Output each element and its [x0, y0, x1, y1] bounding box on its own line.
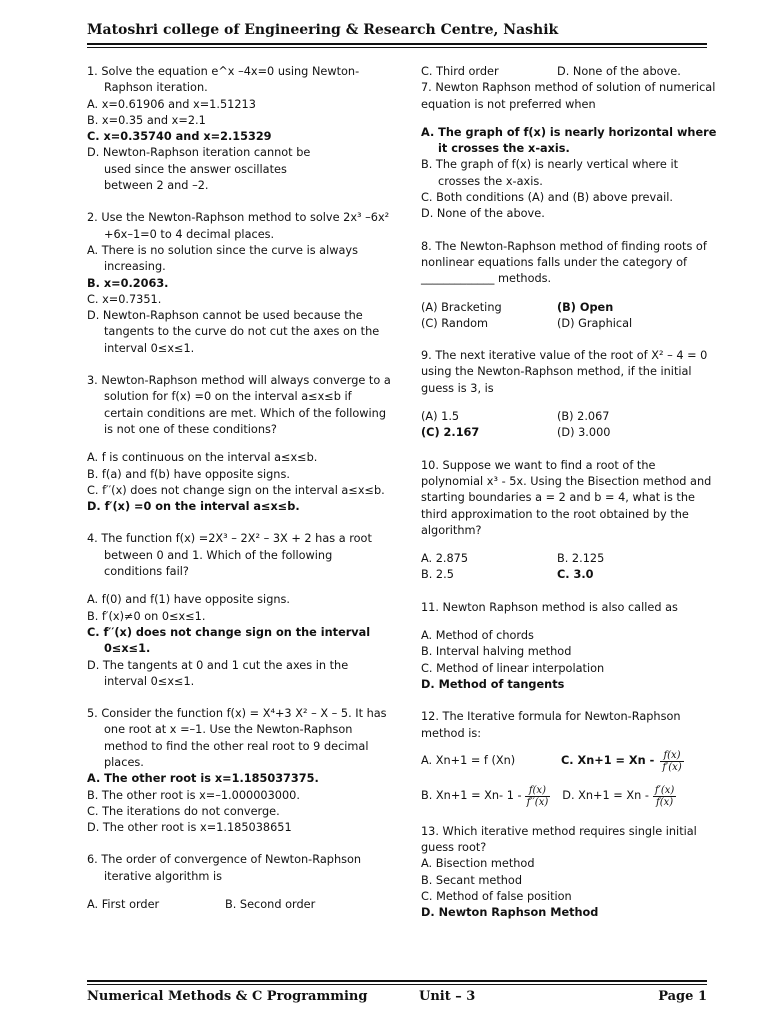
options-row	[421, 409, 717, 425]
question-text: 10. Suppose we want to find a root of the polynomial x³ - 5x. Using the Bisection method and starting boundaries a = 2 and b = 4, what is the third approximation to the root obtained by the algorithm?	[421, 458, 712, 537]
option-c: C. f′′(x) does not change sign on the interval a≤x≤b.	[87, 483, 385, 497]
option-d	[87, 145, 392, 194]
page-header	[87, 22, 707, 45]
option-a: A. The other root is x=1.185037375.	[87, 772, 319, 786]
option-d: C. 3.0	[557, 568, 594, 582]
option-a: A. First order	[87, 898, 160, 912]
option-c: B. 2.5	[421, 568, 454, 582]
option-a: A. The graph of f(x) is nearly horizontal where it crosses the x-axis.	[421, 125, 717, 156]
option-b: B. x=0.35 and x=2.1	[87, 113, 206, 127]
question-text: 12. The Iterative formula for Newton-Raphson method is:	[421, 710, 681, 740]
option-a: A. Bisection method	[421, 857, 535, 871]
option-c: C. x=0.35740 and x=2.15329	[87, 130, 272, 144]
option-c: C. Method of false position	[421, 889, 572, 903]
college-title: Matoshri college of Engineering & Research Centre, Nashik	[87, 22, 559, 38]
question-1	[87, 64, 392, 194]
option-c: C. x=0.7351.	[87, 292, 162, 306]
option-a: A. f is continuous on the interval a≤x≤b.	[87, 451, 318, 465]
question-9	[421, 348, 717, 441]
options-row	[421, 425, 717, 441]
option-a: A. There is no solution since the curve is always increasing.	[87, 243, 358, 274]
option-d: D. None of the above.	[557, 65, 681, 78]
option-b: B. Second order	[225, 898, 316, 912]
option-a: A. f(0) and f(1) have opposite signs.	[87, 593, 290, 607]
footer-subject: Numerical Methods & C Programming	[87, 989, 368, 1004]
question-text: 4. The function f(x) =2X³ – 2X² – 3X + 2 has a root between 0 and 1. Which of the following conditions fail?	[87, 532, 372, 579]
question-11	[421, 600, 717, 693]
question-text: 8. The Newton-Raphson method of finding roots of nonlinear equations falls under the category of _____________ methods.	[421, 239, 707, 286]
question-text: 6. The order of convergence of Newton-Raphson iterative algorithm is	[87, 853, 362, 883]
question-text: 11. Newton Raphson method is also called as	[421, 600, 678, 614]
option-d: D. Xn+1 = Xn -	[562, 789, 649, 803]
option-c: (C) Random	[421, 316, 489, 330]
option-c: (C) 2.167	[421, 426, 480, 440]
options-row	[421, 316, 717, 332]
left-column	[87, 64, 392, 913]
option-c: C. Method of linear interpolation	[421, 661, 605, 675]
question-12	[421, 709, 717, 808]
footer-unit: Unit – 3	[419, 989, 476, 1004]
option-d: D. Method of tangents	[421, 677, 565, 691]
option-b: (B) 2.067	[557, 410, 610, 424]
question-13	[421, 824, 717, 922]
options-row	[87, 897, 392, 913]
question-8	[421, 239, 717, 332]
options-row	[421, 300, 717, 316]
option-b: B. The graph of f(x) is nearly vertical where it crosses the x-axis.	[421, 158, 679, 188]
option-c: C. The iterations do not converge.	[87, 804, 280, 818]
fraction-d: $\frac{f'(x)}{f(x)}$	[654, 784, 675, 808]
question-6	[87, 852, 392, 913]
option-b: B. f(a) and f(b) have opposite signs.	[87, 467, 290, 481]
option-d-line1: D. Newton-Raphson iteration cannot be	[87, 146, 311, 160]
right-column	[421, 64, 717, 922]
footer-page-number: Page 1	[658, 989, 707, 1004]
option-a: (A) 1.5	[421, 410, 460, 424]
option-a: (A) Bracketing	[421, 300, 502, 314]
question-text: 9. The next iterative value of the root of X² – 4 = 0 using the Newton-Raphson method, if the initial guess is 3, is	[421, 349, 708, 395]
options-row	[421, 551, 717, 567]
option-b: B. x=0.2063.	[87, 276, 169, 290]
option-a: A. Method of chords	[421, 629, 534, 643]
question-7	[421, 80, 717, 222]
option-c: C. f′′(x) does not change sign on the interval 0≤x≤1.	[87, 625, 371, 656]
question-10	[421, 458, 717, 584]
fraction-b: $\frac{f(x)}{f''(x)}$	[526, 784, 549, 808]
option-b: B. 2.125	[557, 552, 605, 566]
option-b: (B) Open	[557, 300, 614, 314]
option-d: D. f′(x) =0 on the interval a≤x≤b.	[87, 500, 300, 514]
option-a: A. Xn+1 = f (Xn)	[421, 754, 516, 768]
question-text: 1. Solve the equation e^x –4x=0 using Newton-Raphson iteration.	[87, 65, 360, 95]
option-d: D. Newton Raphson Method	[421, 906, 599, 920]
question-6-options-cont	[421, 64, 717, 80]
question-text: 5. Consider the function f(x) = X⁴+3 X² – X – 5. It has one root at x =–1. Use the Newton-Raphson method to find the other real root to 9 decimal places.	[87, 707, 387, 769]
option-a: A. x=0.61906 and x=1.51213	[87, 97, 256, 111]
option-a: A. 2.875	[421, 552, 469, 566]
option-d: D. Newton-Raphson cannot be used because the tangents to the curve do not cut the axes on the interval 0≤x≤1.	[87, 309, 380, 355]
option-d: D. None of the above.	[421, 207, 545, 221]
question-5	[87, 706, 392, 836]
option-d: D. The tangents at 0 and 1 cut the axes in the interval 0≤x≤1.	[87, 658, 349, 688]
question-text: 2. Use the Newton-Raphson method to solve 2x³ –6x² +6x–1=0 to 4 decimal places.	[87, 211, 390, 241]
option-c: C. Third order	[421, 65, 499, 78]
option-d: D. The other root is x=1.185038651	[87, 821, 292, 835]
option-b: B. Xn+1 = Xn- 1 -	[421, 789, 522, 803]
option-b: B. f′(x)≠0 on 0≤x≤1.	[87, 609, 206, 623]
options-row	[421, 750, 717, 773]
option-d: (D) 3.000	[557, 426, 611, 440]
question-4	[87, 531, 392, 690]
option-c: C. Xn+1 = Xn -	[561, 754, 655, 768]
page-footer	[87, 980, 707, 1004]
question-text: 3. Newton-Raphson method will always converge to a solution for f(x) =0 on the interval a≤x≤b if certain conditions are met. Which of the following is not one of these conditions?	[87, 374, 391, 436]
question-3	[87, 373, 392, 515]
options-row	[421, 567, 717, 583]
options-row	[421, 785, 717, 808]
option-b: B. Secant method	[421, 873, 522, 887]
option-c: C. Both conditions (A) and (B) above prevail.	[421, 191, 673, 205]
option-b: B. The other root is x=–1.000003000.	[87, 788, 300, 802]
question-2	[87, 210, 392, 357]
option-d: (D) Graphical	[557, 316, 633, 330]
question-text: 13. Which iterative method requires single initial guess root?	[421, 824, 697, 855]
option-b: B. Interval halving method	[421, 645, 572, 659]
option-d-line3: between 2 and –2.	[104, 179, 209, 193]
question-text: 7. Newton Raphson method of solution of numerical equation is not preferred when	[421, 81, 716, 111]
option-d-line2: used since the answer oscillates	[104, 162, 287, 176]
fraction-c: $\frac{f(x)}{f'(x)}$	[662, 749, 682, 773]
